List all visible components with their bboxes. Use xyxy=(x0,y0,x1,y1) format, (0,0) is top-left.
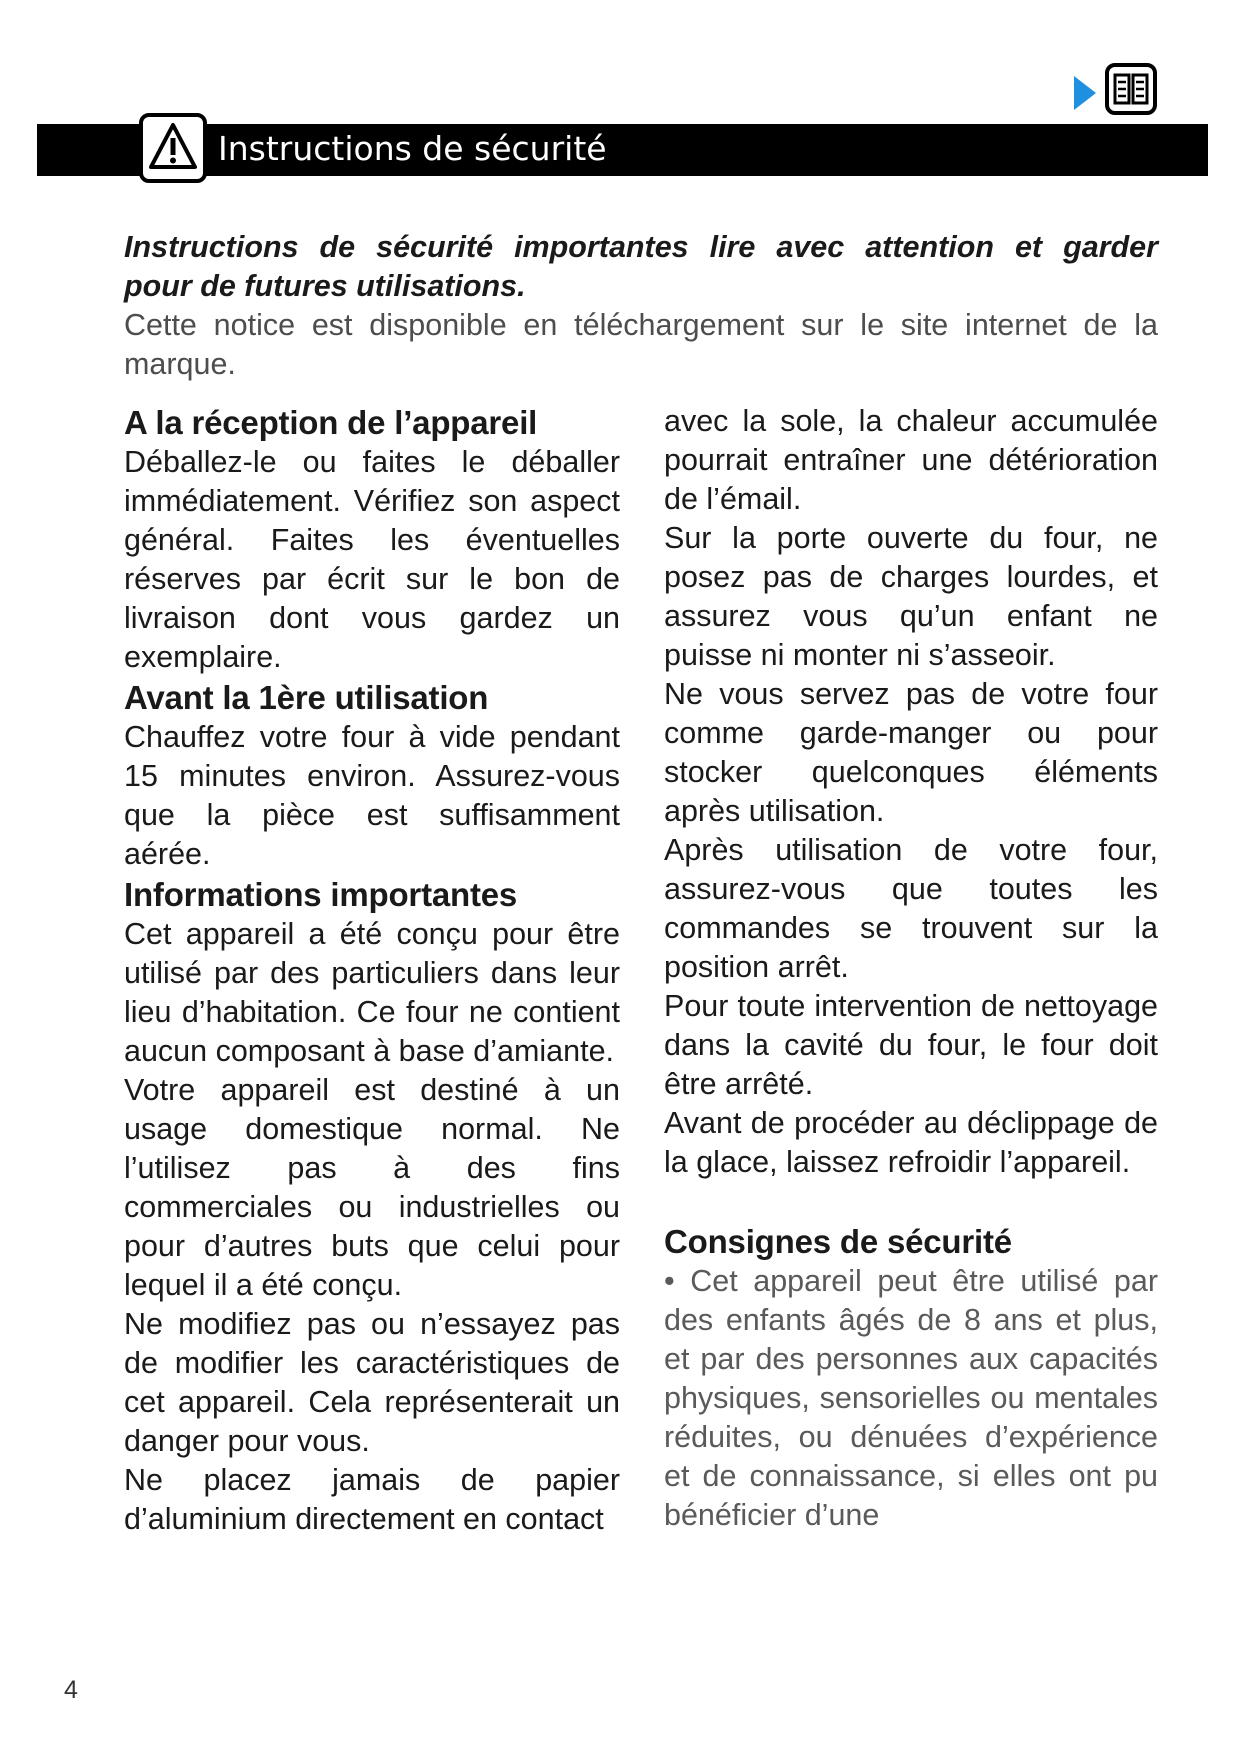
left-column xyxy=(124,402,620,1539)
paragraph-aluminium: Ne placez jamais de papier d’aluminium directement en contact xyxy=(124,1463,620,1536)
section-title: Instructions de sécurité xyxy=(218,129,607,168)
heading-first-use: Avant la 1ère utilisation xyxy=(124,679,489,716)
next-page-arrow-icon[interactable] xyxy=(1074,76,1096,110)
warning-triangle-icon xyxy=(138,112,208,184)
paragraph-domestic-use: Votre appareil est destiné à un usage domestique normal. Ne l’utilisez pas à des fins commerciales ou industrielles ou pour d’autres buts que celui pour lequel il a été conçu. xyxy=(124,1073,620,1302)
heading-safety-instructions: Consignes de sécurité xyxy=(664,1223,1012,1260)
paragraph-glass-removal: Avant de procéder au déclippage de la glace, laissez refroidir l’appareil. xyxy=(664,1106,1158,1179)
paragraph-reception: Déballez-le ou faites le déballer immédiatement. Vérifiez son aspect général. Faites les éventuelles réserves par écrit sur le bon de livraison dont vous gardez un exemplaire. xyxy=(124,445,620,674)
paragraph-designed-for: Cet appareil a été conçu pour être utilisé par des particuliers dans leur lieu d’habitation. Ce four ne contient aucun composant à base d’amiante. xyxy=(124,917,620,1068)
section-header-bar xyxy=(37,124,1208,176)
paragraph-storage: Ne vous servez pas de votre four comme garde-manger ou pour stocker quelconques éléments après utilisation. xyxy=(664,677,1158,828)
paragraph-open-door: Sur la porte ouverte du four, ne posez pas de charges lourdes, et assurez vous qu’un enfant ne puisse ni monter ni s’asseoir. xyxy=(664,521,1158,672)
spacer xyxy=(664,1182,1158,1221)
manual-book-icon xyxy=(1104,62,1158,116)
paragraph-first-use: Chauffez votre four à vide pendant 15 minutes environ. Assurez-vous que la pièce est suffisamment aérée. xyxy=(124,720,620,871)
heading-reception: A la réception de l’appareil xyxy=(124,404,538,441)
intro xyxy=(124,228,1158,384)
paragraph-after-use: Après utilisation de votre four, assurez-vous que toutes les commandes se trouvent sur la position arrêt. xyxy=(664,833,1158,984)
heading-important-info: Informations importantes xyxy=(124,876,518,913)
paragraph-no-modification: Ne modifiez pas ou n’essayez pas de modifier les caractéristiques de cet appareil. Cela représenterait un danger pour vous. xyxy=(124,1307,620,1458)
intro-download-note: Cette notice est disponible en téléchargement sur le site internet de la marque. xyxy=(124,308,1158,381)
paragraph-children-use: • Cet appareil peut être utilisé par des enfants âgés de 8 ans et plus, et par des personnes aux capacités physiques, sensorielles ou mentales réduites, ou dénuées d’expérience et de connaissance, si elles ont pu bénéficier d’une xyxy=(664,1264,1158,1532)
intro-warning xyxy=(124,228,1158,306)
page-number: 4 xyxy=(64,1676,78,1704)
right-column xyxy=(664,402,1158,1535)
intro-warning-line: Instructions de sécurité importantes lire avec attention et garder xyxy=(124,230,1158,264)
intro-warning-last-line: pour de futures utilisations. xyxy=(124,269,526,303)
paragraph-enamel: avec la sole, la chaleur accumulée pourrait entraîner une détérioration de l’émail. xyxy=(664,404,1158,516)
paragraph-cleaning: Pour toute intervention de nettoyage dans la cavité du four, le four doit être arrêté. xyxy=(664,989,1158,1101)
